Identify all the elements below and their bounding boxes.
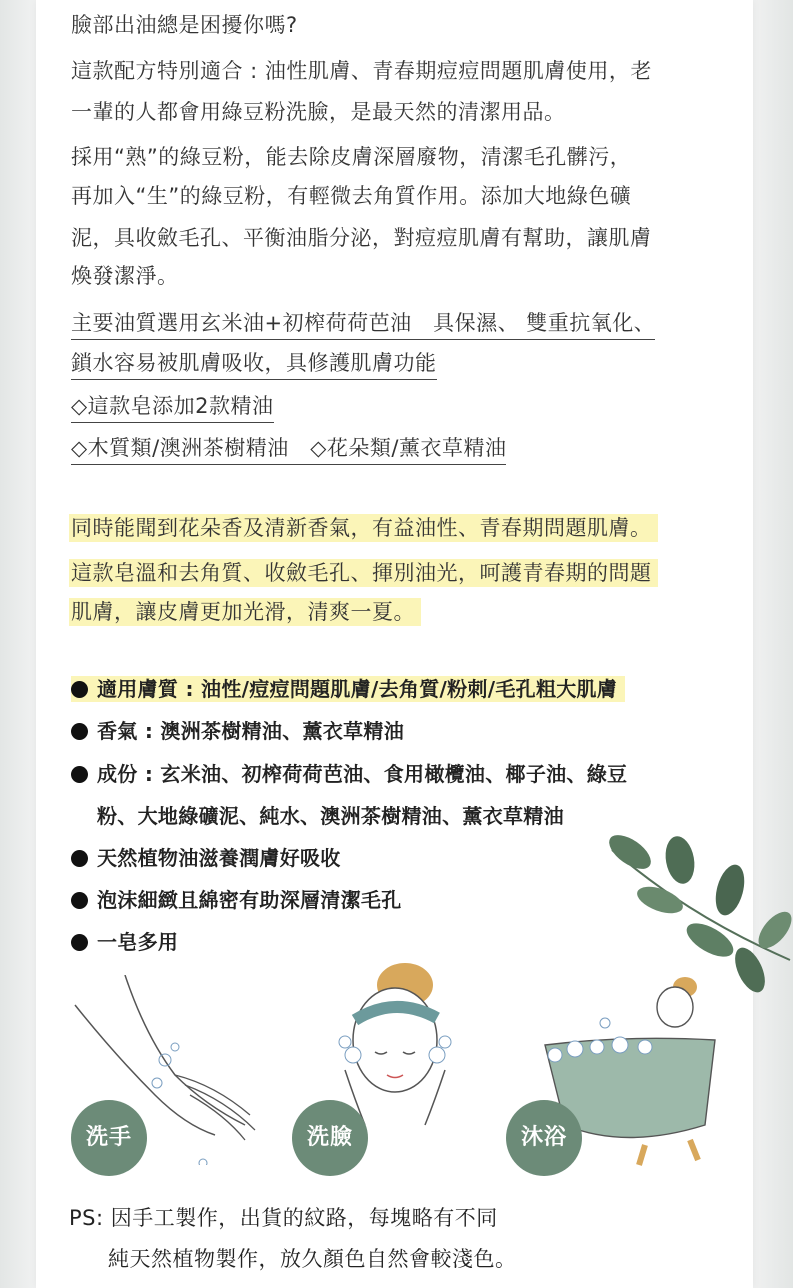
bullet-dot-icon (71, 681, 88, 698)
feature-text: 泡沫細緻且綿密有助深層清潔毛孔 (97, 888, 402, 912)
highlight-line (69, 560, 658, 586)
intro-line: 一輩的人都會用綠豆粉洗臉，是最天然的清潔用品。 (71, 100, 566, 124)
feature-ingredients-cont: 粉、大地綠礦泥、純水、澳洲茶樹精油、薰衣草精油 (97, 804, 564, 828)
intro-question: 臉部出油總是困擾你嗎? (71, 13, 298, 37)
feature-text: 香氣 : 澳洲茶樹精油、薰衣草精油 (97, 719, 405, 743)
bullet-dot-icon (71, 892, 88, 909)
bullet-dot-icon (71, 723, 88, 740)
oils-line-1: 主要油質選用玄米油+初榨荷荷芭油 具保濕、 雙重抗氧化、 (71, 310, 655, 340)
bullet-dot-icon (71, 850, 88, 867)
highlight-text: 同時能聞到花朵香及清新香氣，有益油性、青春期問題肌膚。 (69, 514, 658, 542)
background-right (753, 0, 793, 1288)
use-hand-badge: 洗手 (71, 1100, 147, 1176)
intro-line: 採用“熟”的綠豆粉，能去除皮膚深層廢物，清潔毛孔髒污， (71, 145, 632, 169)
ps-note-1: PS: 因手工製作，出貨的紋路，每塊略有不同 (69, 1206, 498, 1230)
feature-text: 成份 : 玄米油、初榨荷荷芭油、食用橄欖油、椰子油、綠豆 (97, 762, 628, 786)
ps-note-2: 純天然植物製作，放久顏色自然會較淺色。 (108, 1247, 517, 1271)
highlight-line (69, 515, 658, 541)
feature-benefit (71, 929, 178, 955)
use-face-badge: 洗臉 (292, 1100, 368, 1176)
highlight-text: 這款皂溫和去角質、收斂毛孔、揮別油光，呵護青春期的問題 (69, 559, 658, 587)
intro-line: 煥發潔淨。 (71, 264, 179, 288)
feature-skin-type (71, 676, 625, 702)
background-left (0, 0, 36, 1288)
bullet-dot-icon (71, 766, 88, 783)
feature-text: 天然植物油滋養潤膚好吸收 (97, 846, 341, 870)
feature-text: 一皂多用 (97, 930, 179, 954)
feature-benefit (71, 845, 341, 871)
highlight-text: 肌膚，讓皮膚更加光滑，清爽一夏。 (69, 598, 421, 626)
oils-line-2: 鎖水容易被肌膚吸收，具修護肌膚功能 (71, 350, 437, 380)
bullet-dot-icon (71, 934, 88, 951)
essential-oil-count: ◇這款皂添加2款精油 (71, 393, 274, 423)
intro-line: 這款配方特別適合 : 油性肌膚、青春期痘痘問題肌膚使用，老 (71, 59, 652, 83)
intro-line: 再加入“生”的綠豆粉，有輕微去角質作用。添加大地綠色礦 (71, 184, 632, 208)
intro-line: 泥，具收斂毛孔、平衡油脂分泌，對痘痘肌膚有幫助，讓肌膚 (71, 226, 652, 250)
essential-oil-types: ◇木質類/澳洲茶樹精油 ◇花朵類/薰衣草精油 (71, 435, 506, 465)
feature-benefit (71, 887, 402, 913)
use-bath-badge: 沐浴 (506, 1100, 582, 1176)
highlight-line (69, 599, 421, 625)
feature-ingredients (71, 761, 627, 787)
feature-text: 適用膚質 : 油性/痘痘問題肌膚/去角質/粉刺/毛孔粗大肌膚 (97, 677, 618, 701)
feature-scent (71, 718, 404, 744)
